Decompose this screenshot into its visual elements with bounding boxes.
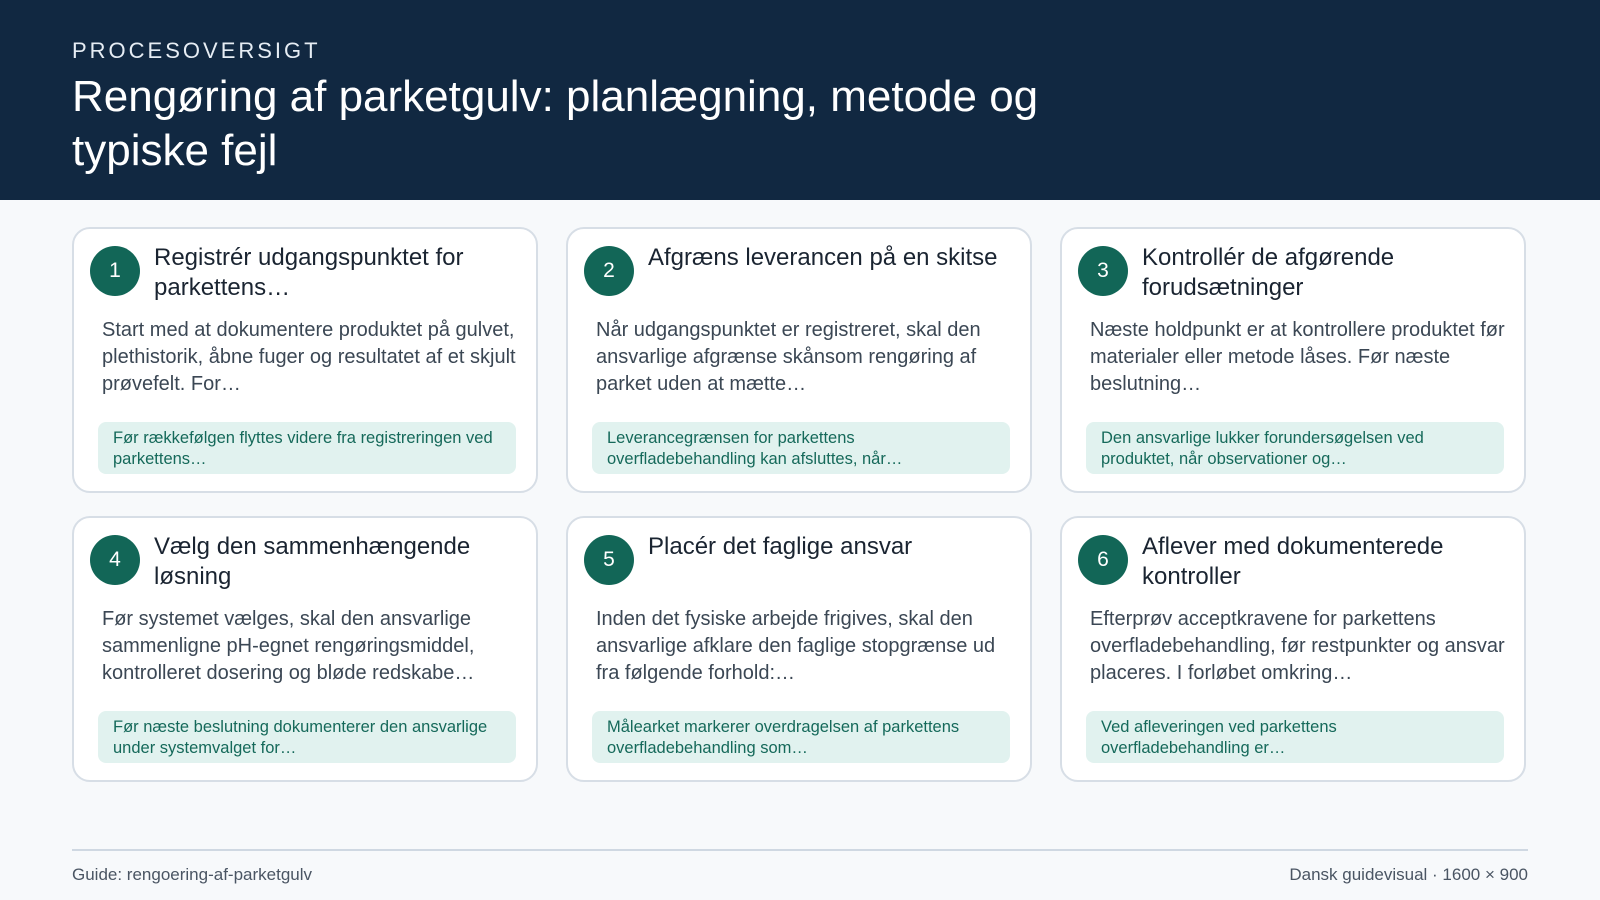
step-number-badge: 1	[90, 246, 140, 296]
footer-guide-label: Guide: rengoering-af-parketgulv	[72, 865, 313, 884]
step-card-4	[72, 516, 538, 782]
step-description: Inden det fysiske arbejde frigives, skal den ansvarlige afklare den faglige stopgrænse ud fra følgende forhold:…	[596, 608, 996, 684]
step-note: Den ansvarlige lukker forundersøgelsen ved produktet, når observationer og…	[1086, 422, 1504, 474]
step-description: Næste holdpunkt er at kontrollere produktet før materialer eller metode låses. Før næste beslutning…	[1090, 319, 1505, 395]
step-description: Før systemet vælges, skal den ansvarlige sammenligne pH-egnet rengøringsmiddel, kontrolleret dosering og bløde redskabe…	[102, 608, 475, 684]
step-card-2	[566, 227, 1032, 493]
eyebrow-label: PROCESOVERSIGT	[72, 38, 321, 63]
step-card-1	[72, 227, 538, 493]
step-note: Ved afleveringen ved parkettens overfladebehandling er…	[1086, 711, 1504, 763]
step-number-badge: 6	[1078, 535, 1128, 585]
step-number-badge: 3	[1078, 246, 1128, 296]
step-card-6	[1060, 516, 1526, 782]
step-description: Start med at dokumentere produktet på gulvet, plethistorik, åbne fuger og resultatet af et skjult prøvefelt. For…	[102, 319, 516, 395]
step-title: Kontrollér de afgørende forudsætninger	[1142, 244, 1395, 301]
step-title: Placér det faglige ansvar	[648, 533, 913, 560]
page-title: Rengøring af parketgulv: planlægning, metode og typiske fejl	[72, 72, 1039, 175]
step-number-badge: 2	[584, 246, 634, 296]
step-title: Vælg den sammenhængende løsning	[154, 533, 471, 590]
step-number-badge: 4	[90, 535, 140, 585]
step-number-badge: 5	[584, 535, 634, 585]
header-banner	[0, 0, 1600, 200]
step-title: Aflever med dokumenterede kontroller	[1142, 533, 1444, 590]
step-note: Før rækkefølgen flyttes videre fra registreringen ved parkettens…	[98, 422, 516, 474]
step-title: Afgræns leverancen på en skitse	[648, 244, 998, 271]
step-grid	[72, 227, 1526, 782]
step-card-3	[1060, 227, 1526, 493]
footer-divider	[72, 849, 1528, 851]
step-description: Efterprøv acceptkravene for parkettens overfladebehandling, før restpunkter og ansvar placeres. I forløbet omkring…	[1090, 608, 1505, 684]
step-title: Registrér udgangspunktet for parkettens…	[154, 244, 464, 301]
step-card-5	[566, 516, 1032, 782]
footer-format-label: Dansk guidevisual · 1600 × 900	[1289, 865, 1528, 884]
step-note: Før næste beslutning dokumenterer den ansvarlige under systemvalget for…	[98, 711, 516, 763]
step-description: Når udgangspunktet er registreret, skal den ansvarlige afgrænse skånsom rengøring af parket uden at mætte…	[596, 319, 981, 395]
step-note: Målearket markerer overdragelsen af parkettens overfladebehandling som…	[592, 711, 1010, 763]
step-note: Leverancegrænsen for parkettens overfladebehandling kan afsluttes, når…	[592, 422, 1010, 474]
